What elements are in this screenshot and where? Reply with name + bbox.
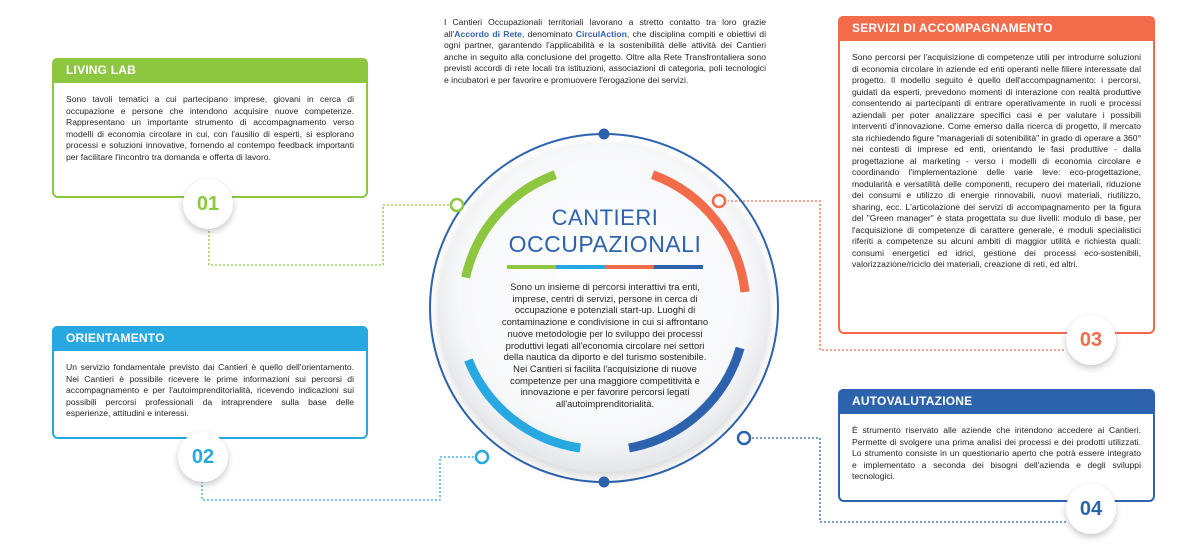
center-title-line1: CANTIERI <box>551 205 659 230</box>
circulaction-link: CirculAction <box>575 28 627 39</box>
badge-04: 04 <box>1066 484 1116 534</box>
living-lab-box <box>52 58 368 198</box>
orientamento-text: Un servizio fondamentale previsto dai Cantieri è quello dell'orientamento. Nei Cantieri è possibile ricevere le prime informazioni sui percorsi di accompagnamento e per l'autoimprenditorialità, ricevendo indicazioni sui possibili percorsi professionali da intraprendere sulla base delle esperienze, attitudini e interessi. <box>66 362 354 419</box>
dot-autovalutazione <box>738 432 750 444</box>
bottom-dot <box>599 477 610 488</box>
autovalutazione-text: È strumento riservato alle aziende che intendono accedere ai Cantieri. Permette di svolgere una prima analisi dei processi e dei prodotti utilizzati. Lo strumento consiste in un questionario aperto che potrà essere integrato e implementato a seconda dei bisogni dell'azienda e degli sviluppi tecnologici. <box>852 425 1141 482</box>
autovalutazione-box <box>838 389 1155 502</box>
badge-02: 02 <box>178 432 228 482</box>
dot-orientamento <box>476 451 488 463</box>
badge-01: 01 <box>183 179 233 229</box>
dot-servizi <box>713 195 725 207</box>
servizi-box <box>838 16 1155 334</box>
connector-orientamento <box>202 457 482 500</box>
orientamento-title: ORIENTAMENTO <box>52 326 368 351</box>
accordo-di-rete-link: Accordo di Rete <box>454 28 522 39</box>
living-lab-text: Sono tavoli tematici a cui partecipano imprese, giovani in cerca di occupazione e persone che intendono acquisire nuove competenze. Rappresentano un importante strumento di accompagnamento verso modelli di economia circolare in cui, con l'ausilio di esperti, si esplorano processi e soluzioni innovative, fornendo al contempo feedback importanti per facilitare l'incontro tra domanda e offerta di lavoro. <box>66 94 354 162</box>
center-title-line2: OCCUPAZIONALI <box>508 231 702 257</box>
orientamento-box <box>52 326 368 439</box>
servizi-text: Sono percorsi per l'acquisizione di competenze utili per introdurre soluzioni di economia circolare in aziende ed enti operanti nelle filiere interessate dal progetto. Il modello seguito è quello dell'accompagnamento: i percorsi, guidati da esperti, prevedono momenti di interazione con realtà produttive consentendo ai partecipanti di entrare operativamente in ruoli e processi aziendali per poter analizzare specifici casi e per valutare i possibili interventi d'innovazione. Come emerso dalla ricerca di progetto, il mercato sta richiedendo figure "manageriali di sotenibilità" in grado di operare a 360° nei contesti di imprese ed enti, orientando le fasi produttive - dalla progettazione al marketing - verso i modelli di economia circolare e coordinando l'implementazione delle varie leve: eco-progettazione, modularità e versatilità delle componenti, recupero dei materiali, riduzione dei consumi e utilizzo di energie rinnovabili, nuovi materiali, riutilizzo, sharing, ecc. L'articolazione dei servizi di accompagnamento per la figura del "Green manager" è stata progettata su due livelli: modulo di base, per l'acquisizione di competenze di carattere generale, e moduli specialistici riferiti a competenze su alcuni ambiti di maggior utilità e richiesta quali: consumi energetici ed idrici, gestione dei processi eco-sostenibili, valorizzazione/riciclo dei materiali, creazione di reti, ed altri. <box>852 52 1142 269</box>
badge-03: 03 <box>1066 315 1116 365</box>
connector-living-lab <box>209 205 457 265</box>
autovalutazione-title: AUTOVALUTAZIONE <box>838 389 1155 414</box>
center-description: Sono un insieme di percorsi interattivi tra enti, imprese, centri di servizi, persone in cerca di occupazione e potenziali start-up. Luoghi di contaminazione e condivisione in cui si affrontano nuove metodologie per lo sviluppo dei processi produttivi legati all'economia circolare nei settori della nautica da diporto e del turismo sostenibile. Nei Cantieri si facilita l'acquisizione di nuove competenze per una maggiore competitività e innovazione e per favorire percorsi legati all'autoimprenditorialità. <box>501 281 709 410</box>
center-content <box>503 205 707 410</box>
living-lab-title: LIVING LAB <box>52 58 368 83</box>
color-bar <box>507 265 703 269</box>
dot-living-lab <box>451 199 463 211</box>
servizi-title: SERVIZI DI ACCOMPAGNAMENTO <box>838 16 1155 41</box>
intro-text: I Cantieri Occupazionali territoriali lavorano a stretto contatto tra loro grazie all'Accordo di Rete, denominato CirculAction, che disciplina compiti e obiettivi di ogni partner, garantendo l'applicabilità e la sostenibilità delle attività dei Cantieri anche in seguito alla conclusione del progetto. Oltre alla Rete Transfrontaliera sono previsti accordi di rete locali tra istituzioni, associazioni di categoria, poli tecnologici e incubatori e per favorire e promuovere l'erogazione dei servizi. <box>444 17 766 85</box>
top-dot <box>599 129 610 140</box>
